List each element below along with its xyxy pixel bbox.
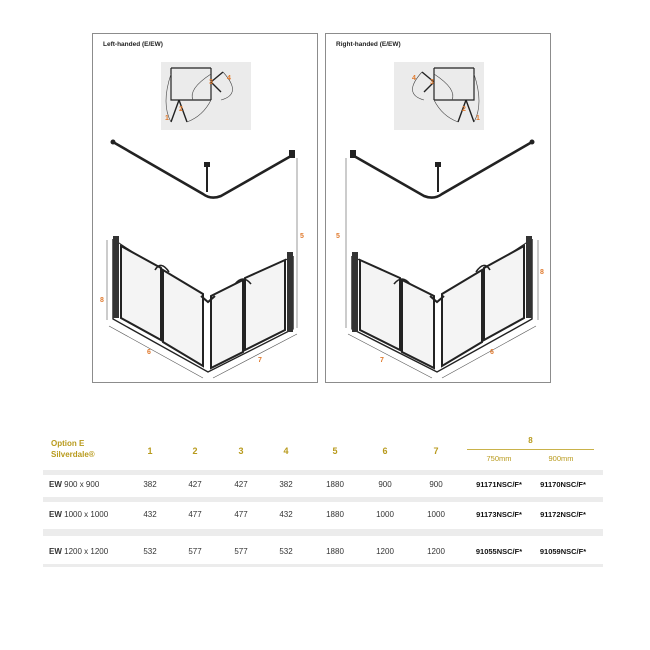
- value-cell: 1880: [326, 480, 344, 489]
- column-header: 4: [283, 446, 289, 456]
- curtain-rail: [113, 142, 291, 198]
- value-cell: 900: [429, 480, 443, 489]
- door-label-3: 3: [209, 79, 213, 86]
- product-code-900: 91170NSC/F*: [540, 480, 586, 489]
- column-header: 1: [147, 446, 153, 456]
- table-row: [43, 542, 603, 564]
- door-label-4: 4: [412, 75, 416, 82]
- left-handed-diagram: [92, 33, 318, 383]
- value-cell: 532: [143, 547, 157, 556]
- dim-label-5: 5: [300, 233, 304, 240]
- table-row: [43, 505, 603, 527]
- dim-label-7: 7: [258, 357, 262, 364]
- right-handed-illustration: [326, 34, 552, 384]
- dim-label-7: 7: [380, 357, 384, 364]
- value-cell: 532: [279, 547, 293, 556]
- value-cell: 1000: [376, 510, 394, 519]
- product-code-900: 91172NSC/F*: [540, 510, 586, 519]
- size-cell: EW 1000 x 1000: [49, 510, 109, 519]
- size-cell: EW 900 x 900: [49, 480, 100, 489]
- door-label-1: 1: [165, 115, 169, 122]
- product-code-750: 91173NSC/F*: [476, 510, 522, 519]
- ceiling-support: [435, 162, 441, 167]
- dim-label-8: 8: [540, 269, 544, 276]
- right-handed-title: Right-handed (E/EW): [336, 41, 401, 48]
- size-cell: EW 1200 x 1200: [49, 547, 109, 556]
- column-8-underline: [467, 449, 594, 450]
- bath-screen-panels: [113, 236, 293, 372]
- dim-label-6: 6: [147, 349, 151, 356]
- value-cell: 577: [188, 547, 202, 556]
- table-header: [43, 432, 603, 470]
- value-cell: 477: [234, 510, 248, 519]
- left-handed-illustration: [93, 34, 319, 384]
- value-cell: 1200: [376, 547, 394, 556]
- row-separator: [43, 497, 603, 502]
- value-cell: 1000: [427, 510, 445, 519]
- product-code-750: 91171NSC/F*: [476, 480, 522, 489]
- ceiling-support: [204, 162, 210, 167]
- value-cell: 577: [234, 547, 248, 556]
- product-code-900: 91059NSC/F*: [539, 547, 587, 556]
- left-handed-title: Left-handed (E/EW): [103, 41, 163, 48]
- bath-screen-panels: [352, 236, 532, 372]
- value-cell: 427: [234, 480, 248, 489]
- column-header: 3: [238, 446, 244, 456]
- value-cell: 1880: [326, 510, 344, 519]
- column-header: 2: [192, 446, 198, 456]
- row-separator: [43, 564, 603, 567]
- right-handed-diagram: [325, 33, 551, 383]
- value-cell: 900: [378, 480, 392, 489]
- value-cell: 432: [279, 510, 293, 519]
- column-header: 7: [433, 446, 439, 456]
- subheader-750: 750mm: [486, 454, 512, 463]
- table-row: [43, 475, 603, 497]
- door-label-3: 3: [430, 79, 434, 86]
- dim-label-5: 5: [336, 233, 340, 240]
- value-cell: 1200: [427, 547, 445, 556]
- value-cell: 432: [143, 510, 157, 519]
- door-label-2: 2: [462, 106, 466, 113]
- value-cell: 1880: [326, 547, 344, 556]
- dim-label-8: 8: [100, 297, 104, 304]
- value-cell: 382: [143, 480, 157, 489]
- value-cell: 477: [188, 510, 202, 519]
- value-cell: 382: [279, 480, 293, 489]
- plan-inset-background: [394, 62, 484, 130]
- dim-label-6: 6: [490, 349, 494, 356]
- door-label-2: 2: [179, 106, 183, 113]
- plan-inset-background: [161, 62, 251, 130]
- row-separator: [43, 529, 603, 536]
- product-code-750: 91055NSC/F*: [475, 547, 523, 556]
- subheader-900: 900mm: [548, 454, 574, 463]
- column-header: 6: [382, 446, 388, 456]
- door-label-1: 1: [476, 115, 480, 122]
- column-header: 5: [332, 446, 338, 456]
- option-title: Option E Silverdale®: [51, 439, 95, 459]
- value-cell: 427: [188, 480, 202, 489]
- column-header-8: 8: [528, 436, 533, 445]
- door-label-4: 4: [227, 75, 231, 82]
- curtain-rail: [354, 142, 532, 198]
